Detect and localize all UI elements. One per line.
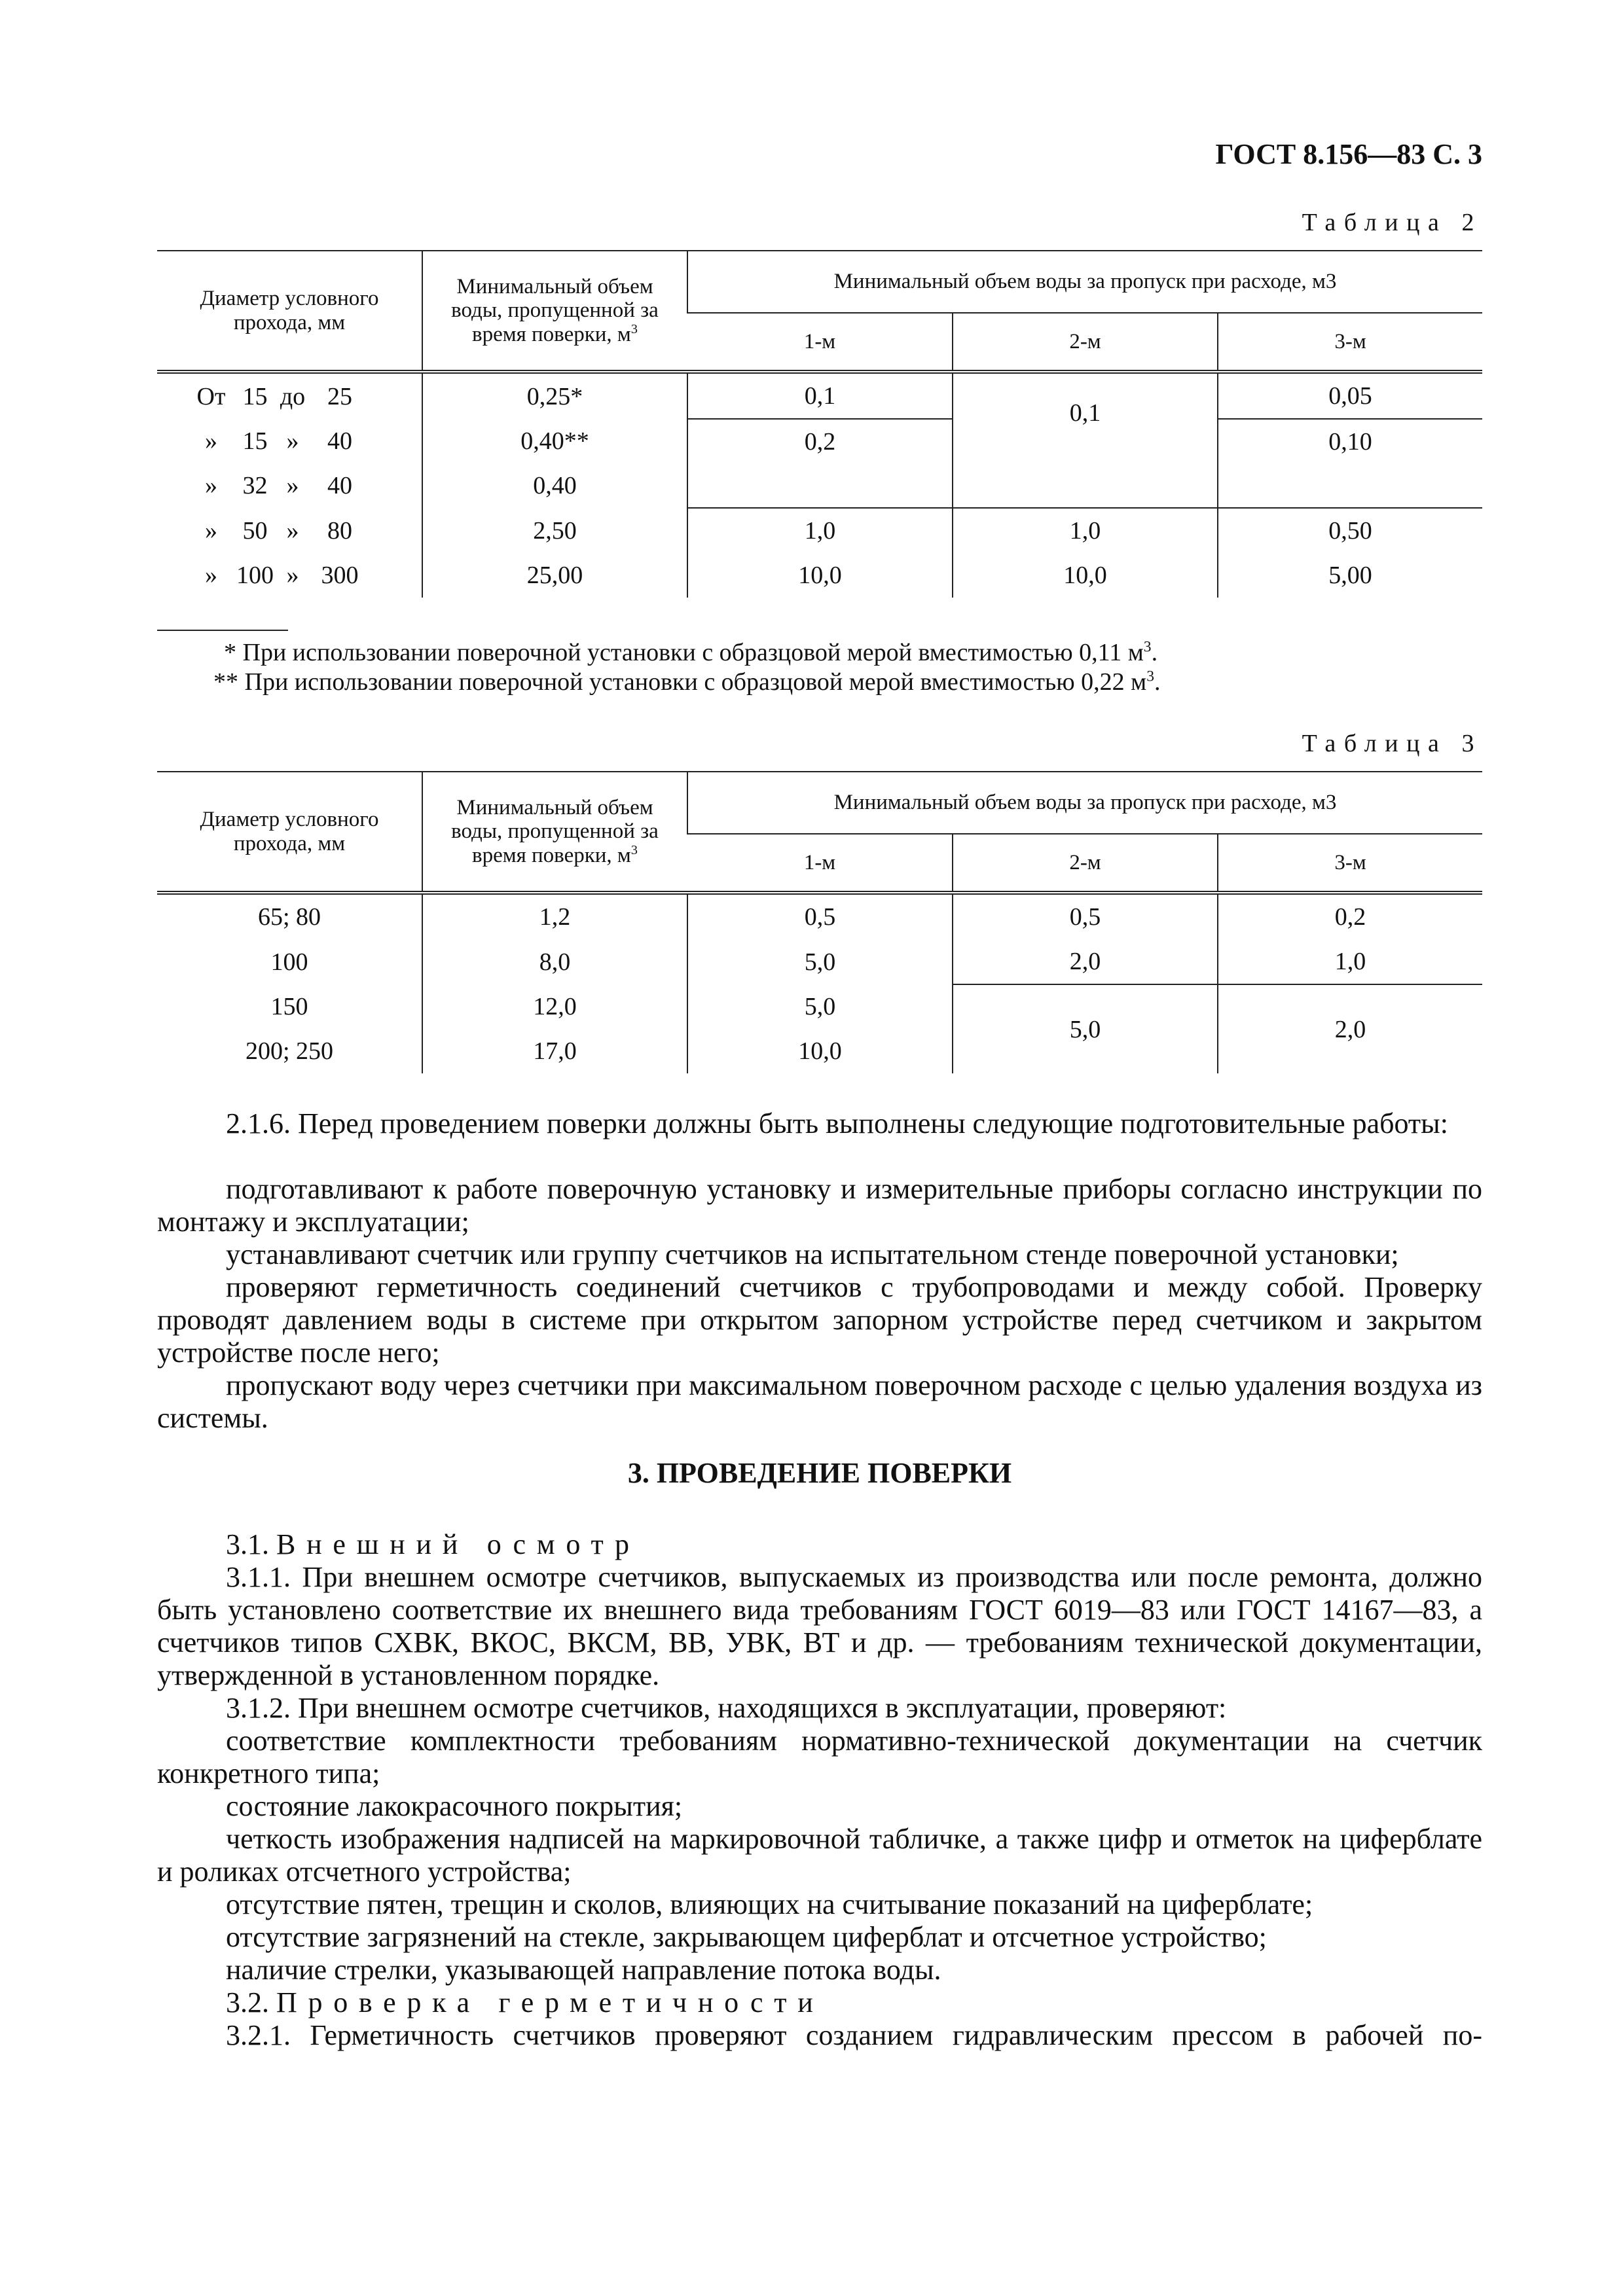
- table3-cell-flow3: 2,0: [1218, 984, 1482, 1073]
- table2-cell-volume: 2,50: [422, 508, 687, 553]
- table2-cell-flow3: 0,10: [1218, 419, 1482, 508]
- table3-header-diameter: Диаметр условного прохода, мм: [157, 772, 422, 893]
- table3-caption: Таблица 3: [1302, 730, 1482, 757]
- table3-header-flow2: 2-м: [953, 834, 1218, 893]
- table-row: [157, 508, 1482, 553]
- table2-cell-flow1: 0,2: [687, 419, 953, 508]
- table3-cell-flow3: 1,0: [1218, 939, 1482, 984]
- table2: [157, 250, 1482, 598]
- check-item-1: соответствие комплектности требованиям нормативно-технической документации на счетчик конкретного типа;: [157, 1725, 1482, 1789]
- running-header: ГОСТ 8.156—83 С. 3: [1215, 138, 1482, 170]
- table3-cell-volume: 12,0: [422, 984, 687, 1029]
- table2-cell-flow1: 1,0: [687, 508, 953, 553]
- table2-cell-volume: 0,25*: [422, 372, 687, 419]
- table3-cell-volume: 17,0: [422, 1029, 687, 1073]
- table-row: [157, 984, 1482, 1029]
- table3-cell-diameter: 100: [270, 948, 308, 976]
- table3-header-min-volume: Минимальный объем воды, пропущенной за время поверки, $м^3$: [422, 772, 687, 893]
- table3-cell-flow1: 5,0: [687, 939, 953, 984]
- table2-cell-volume: 0,40: [422, 463, 687, 508]
- table-row: [157, 553, 1482, 598]
- table2-cell-diameter: » 100 » 300: [205, 562, 359, 589]
- table2-caption: Таблица 2: [1302, 209, 1482, 236]
- table2-cell-flow3: 0,50: [1218, 508, 1482, 553]
- table3-cell-flow2: 2,0: [953, 939, 1218, 984]
- table2-cell-flow2: 1,0: [953, 508, 1218, 553]
- table3-cell-flow3: 0,2: [1218, 893, 1482, 939]
- check-item-6: наличие стрелки, указывающей направление потока воды.: [226, 1954, 941, 1986]
- table2-header-per-pass: Минимальный объем воды за пропуск при расходе, м3: [687, 251, 1482, 313]
- clause-3-1-2: 3.1.2. При внешнем осмотре счетчиков, находящихся в эксплуатации, проверяют:: [226, 1692, 1227, 1724]
- table3-header-flow1: 1-м: [687, 834, 953, 893]
- check-item-5: отсутствие загрязнений на стекле, закрывающем циферблат и отсчетное устройство;: [226, 1921, 1267, 1953]
- table2-cell-flow3: 0,05: [1218, 372, 1482, 419]
- table3-cell-volume: 1,2: [422, 893, 687, 939]
- clause-3-1-1: 3.1.1. При внешнем осмотре счетчиков, выпускаемых из производства или после ремонта, должно быть установлено соответствие их внешнего вида требованиям ГОСТ 6019—83 или ГОСТ 14167—83, а счетчиков типов СХВК, ВКОС, ВКСМ, ВВ, УВК, ВТ и др. — требованиям технической документации, утвержденной в установленном порядке.: [157, 1561, 1482, 1691]
- table2-header-flow1: 1-м: [687, 313, 953, 372]
- table2-header-min-volume: Минимальный объем воды, пропущенной за время поверки, $м^3$: [422, 251, 687, 372]
- subsection-3-1-heading: 3.1. Внешний осмотр: [226, 1528, 640, 1560]
- table-row: [157, 419, 1482, 463]
- table2-cell-diameter: » 15 » 40: [205, 427, 352, 455]
- clause-2-1-6-item-3: проверяют герметичность соединений счетчиков с трубопроводами и между собой. Проверку проводят давлением воды в системе при открытом запорном устройстве перед счетчиком и закрытом устройстве после него;: [157, 1271, 1482, 1369]
- table3-cell-volume: 8,0: [422, 939, 687, 984]
- table3-cell-flow1: 10,0: [687, 1029, 953, 1073]
- table2-cell-flow3: 5,00: [1218, 553, 1482, 598]
- table3-cell-flow1: 0,5: [687, 893, 953, 939]
- subsection-3-2-heading: 3.2. Проверка герметичности: [226, 1986, 824, 2018]
- check-item-4: отсутствие пятен, трещин и сколов, влияющих на считывание показаний на циферблате;: [226, 1888, 1313, 1920]
- table2-cell-flow2: 10,0: [953, 553, 1218, 598]
- table-row: [157, 893, 1482, 939]
- table3-cell-diameter: 65; 80: [257, 903, 321, 931]
- table2-footnote-1: * При использовании поверочной установки с образцовой мерой вместимостью 0,11 $м^3$.: [224, 638, 1158, 666]
- clause-2-1-6-intro: 2.1.6. Перед проведением поверки должны быть выполнены следующие подготовительные работы:: [226, 1107, 1448, 1139]
- table-row: [157, 939, 1482, 984]
- clause-2-1-6-item-1: подготавливают к работе поверочную установку и измерительные приборы согласно инструкции по монтажу и эксплуатации;: [157, 1173, 1482, 1238]
- table3-cell-flow2: 5,0: [953, 984, 1218, 1073]
- table2-cell-flow1: 10,0: [687, 553, 953, 598]
- section-3-title: 3. ПРОВЕДЕНИЕ ПОВЕРКИ: [627, 1457, 1012, 1489]
- table2-cell-diameter: От 15 до 25: [196, 382, 352, 410]
- table3-cell-diameter: 200; 250: [245, 1037, 334, 1065]
- check-item-2: состояние лакокрасочного покрытия;: [226, 1790, 683, 1822]
- table2-cell-flow2: 0,1: [953, 372, 1218, 508]
- clause-2-1-6-item-2: устанавливают счетчик или группу счетчиков на испытательном стенде поверочной установки;: [226, 1238, 1399, 1270]
- clause-3-2-1: 3.2.1. Герметичность счетчиков проверяют созданием гидравлическим прессом в рабочей по-: [226, 2019, 1482, 2051]
- table3-header-per-pass: Минимальный объем воды за пропуск при расходе, м3: [687, 772, 1482, 834]
- table2-header-flow3: 3-м: [1218, 313, 1482, 372]
- footnote-rule: [157, 630, 288, 631]
- table-row: [157, 372, 1482, 419]
- table2-footnote-2: ** При использовании поверочной установки с образцовой мерой вместимостью 0,22 $м^3$.: [213, 668, 1161, 696]
- table3: [157, 771, 1482, 1073]
- table2-cell-volume: 25,00: [422, 553, 687, 598]
- table2-cell-volume: 0,40**: [422, 419, 687, 463]
- table3-cell-diameter: 150: [270, 993, 308, 1020]
- table3-header-flow3: 3-м: [1218, 834, 1482, 893]
- table2-cell-diameter: » 50 » 80: [205, 516, 352, 545]
- check-item-3: четкость изображения надписей на маркировочной табличке, а также цифр и отметок на циферблате и роликах отсчетного устройства;: [157, 1823, 1482, 1888]
- clause-2-1-6-item-4: пропускают воду через счетчики при максимальном поверочном расходе с целью удаления воздуха из системы.: [157, 1369, 1482, 1434]
- table3-cell-flow2: 0,5: [953, 893, 1218, 939]
- table2-cell-flow1: 0,1: [687, 372, 953, 419]
- table2-header-flow2: 2-м: [953, 313, 1218, 372]
- table3-cell-flow1: 5,0: [687, 984, 953, 1029]
- table2-cell-diameter: » 32 » 40: [205, 472, 352, 499]
- table2-header-diameter: Диаметр условного прохода, мм: [157, 251, 422, 372]
